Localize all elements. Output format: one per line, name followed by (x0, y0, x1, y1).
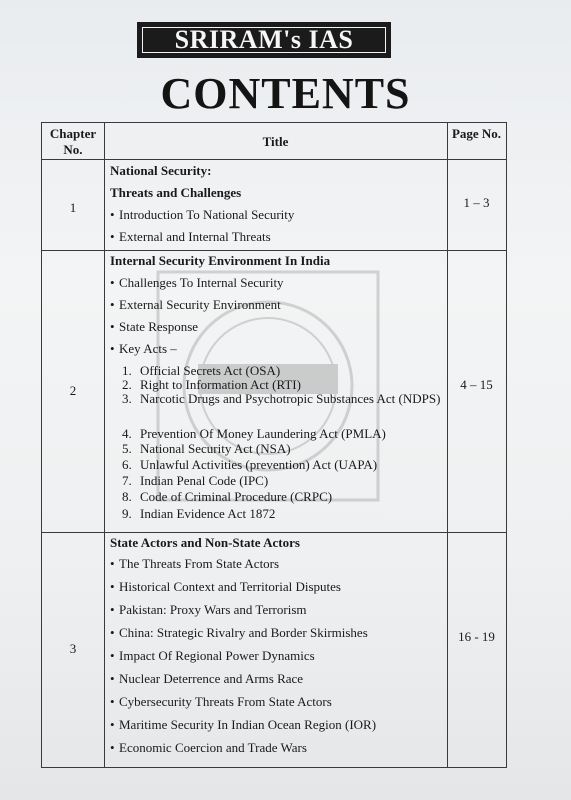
topic-item: • External and Internal Threats (110, 229, 271, 244)
act-list-item: 1. Official Secrets Act (OSA) (122, 363, 281, 378)
topic-item: • Challenges To Internal Security (110, 275, 284, 290)
page-range: 4 – 15 (460, 377, 493, 392)
act-list-item: 9. Indian Evidence Act 1872 (122, 506, 276, 521)
act-list-item: 8. Code of Criminal Procedure (CRPC) (122, 489, 333, 504)
act-list-item: 4. Prevention Of Money Laundering Act (PMLA) (122, 426, 386, 441)
page-range: 1 – 3 (463, 195, 490, 210)
topic-item: • Pakistan: Proxy Wars and Terrorism (110, 602, 307, 617)
row-divider (42, 250, 506, 251)
logo-frame (142, 27, 386, 53)
row-divider (42, 159, 506, 160)
chapter-number: 3 (69, 641, 77, 656)
header-chapter-no: Chapter No. (49, 126, 97, 157)
act-list-item: 3. Narcotic Drugs and Psychotropic Substances Act (NDPS) (122, 391, 441, 406)
act-list-item: 5. National Security Act (NSA) (122, 441, 291, 456)
topic-item: • Maritime Security In Indian Ocean Region (IOR) (110, 717, 377, 732)
chapter-heading: State Actors and Non-State Actors (110, 535, 300, 550)
chapter-number: 1 (69, 200, 77, 215)
column-divider (104, 123, 105, 767)
topic-item: • Impact Of Regional Power Dynamics (110, 648, 315, 663)
topic-item: • Introduction To National Security (110, 207, 295, 222)
topic-item: • External Security Environment (110, 297, 281, 312)
topic-item: • Historical Context and Territorial Disputes (110, 579, 341, 594)
header-title: Title (262, 134, 289, 149)
act-list-item: 7. Indian Penal Code (IPC) (122, 473, 269, 488)
act-list-item: 6. Unlawful Activities (prevention) Act (UAPA) (122, 457, 378, 472)
topic-item: • State Response (110, 319, 199, 334)
act-list-item: 2. Right to Information Act (RTI) (122, 377, 301, 392)
topic-item: • Cybersecurity Threats From State Actors (110, 694, 332, 709)
topic-item: • The Threats From State Actors (110, 556, 280, 571)
chapter-number: 2 (69, 383, 77, 398)
header-page-no: Page No. (451, 126, 502, 141)
page-title: CONTENTS (160, 69, 411, 118)
chapter-heading: Threats and Challenges (110, 185, 242, 200)
column-divider (447, 123, 448, 767)
row-divider (42, 532, 506, 533)
logo-text: SRIRAM's IAS (174, 25, 354, 54)
page-range: 16 - 19 (458, 629, 495, 644)
contents-table (41, 122, 507, 768)
topic-item: • Nuclear Deterrence and Arms Race (110, 671, 304, 686)
topic-item: • Economic Coercion and Trade Wars (110, 740, 307, 755)
chapter-heading: National Security: (110, 163, 212, 178)
topic-item: • Key Acts – (110, 341, 177, 356)
chapter-heading: Internal Security Environment In India (110, 253, 331, 268)
publisher-logo (137, 22, 391, 58)
topic-item: • China: Strategic Rivalry and Border Skirmishes (110, 625, 368, 640)
